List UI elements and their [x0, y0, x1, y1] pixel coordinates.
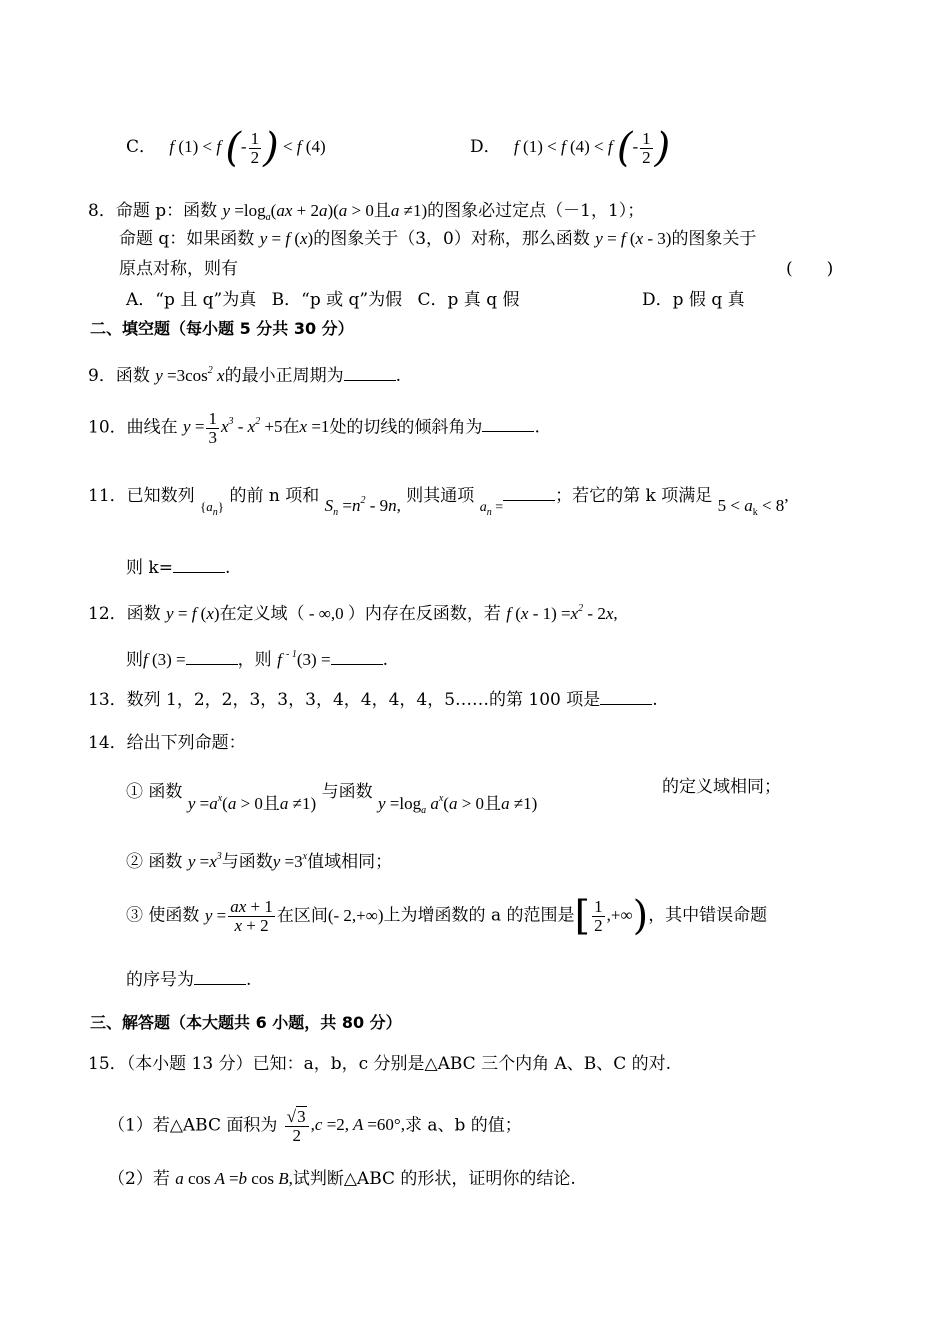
q8-line2 [119, 228, 756, 250]
q15-part1 [108, 1108, 522, 1145]
q14-item1-b: 与函数 [321, 782, 373, 802]
q14-answer-blank[interactable] [194, 968, 246, 985]
q11-condition: $5 < a_k < 8$ [717, 496, 785, 518]
q11-end: . [224, 558, 231, 578]
q14-number: 14． [88, 733, 127, 753]
q9-number: 9． [88, 366, 116, 386]
q14-item1-formula1: $y =a^x(a > 0$且a ≠1) [187, 793, 317, 813]
section-2-title: 二、填空题（每小题 5 分共 30 分） [90, 319, 354, 338]
q7-option-d-label: D． [470, 136, 501, 157]
q15-part1-formula: $\frac{√3}{2}$ ,c =2, A =60°, [286, 1107, 405, 1145]
q8-line2-b: 的图象关于（3，0）对称，那么函数 [313, 229, 590, 249]
q11-line2-text: 则 k= [126, 558, 173, 578]
q13-number: 13． [88, 690, 127, 710]
q12-end: . [382, 650, 388, 670]
q8-option-c: C．p 真 q 假 [417, 290, 520, 310]
q9-text-b: 的最小正周期为 [224, 366, 344, 386]
q9-answer-blank[interactable] [344, 364, 396, 381]
q8-line3: 原点对称，则有 [119, 259, 238, 279]
section-3-title: 三、解答题（本大题共 6 小题，共 80 分） [90, 1013, 402, 1032]
q8-line2-a: 命题 q：如果函数 [119, 229, 255, 249]
q15-part2-formula: a cos A =b cos B, [175, 1169, 293, 1188]
q8-option-d: D．p 假 q 真 [642, 290, 745, 310]
q14-item3: ③ 使函数 y = $\frac{ax + 1}{x + 2}$ 在区间(- 2,+∞)上为增函数的 a 的范围是[ $\frac{1}{2}$ ,+∞)，其中错误命题 [126, 893, 768, 939]
q15-intro-line [88, 1053, 671, 1075]
q11-text-c: 则其通项 [406, 486, 475, 506]
q7-option-d-formula: f (1) < f (4) < f (- $\frac{1}{2}$ ) [514, 125, 671, 171]
q11-answer-blank-2[interactable] [173, 556, 225, 573]
q7-option-c [126, 125, 326, 171]
q14-end: . [246, 970, 252, 990]
q8-answer-paren: ( ) [786, 259, 834, 279]
q14-item1-a: ① 函数 [126, 782, 183, 802]
q15-part1-b: 求 a、b 的值； [404, 1115, 522, 1136]
q11-answer-blank-1[interactable] [503, 484, 555, 501]
q9-formula: $y =3\cos^2$ x [155, 365, 225, 385]
q7-option-c-formula: f (1) < f (- $\frac{1}{2}$ ) < f (4) [169, 125, 326, 171]
q12-line1 [88, 598, 618, 625]
q14-item2-formula: $y =x^3$与函数$y =3^x$ [187, 851, 308, 871]
q14-item2-b: 值域相同； [307, 852, 393, 872]
q8-number: 8． [88, 201, 116, 221]
q12-answer-blank-1[interactable] [186, 648, 238, 665]
q12-text-b: 在定义域（ [219, 604, 305, 624]
q9-end: . [395, 366, 401, 386]
q11-an: an = [479, 500, 504, 518]
q14-intro-line [88, 732, 246, 754]
q13-text: 数列 1，2，2，3，3，3，4，4，4，4，5……的第 100 项是 [126, 690, 601, 710]
q14-line-last: 的序号为 [126, 970, 194, 990]
q9 [88, 360, 401, 387]
q12-number: 12． [88, 604, 127, 624]
q10-end: . [534, 417, 540, 438]
q12-line2 [126, 644, 388, 671]
q15-part2 [108, 1168, 576, 1190]
q11-text-d: ；若它的第 k 项满足 [555, 486, 713, 506]
q7-option-c-label: C． [126, 136, 157, 157]
q14-item3-b: 上为增函数的 a 的范围是 [383, 905, 575, 926]
q11-seq: {an} [200, 499, 225, 518]
q14-intro: 给出下列命题： [126, 733, 246, 753]
q15-part2-a: （2）若 [108, 1169, 170, 1189]
q8-line1-b: 的图象必过定点（－1，1）； [427, 201, 645, 221]
q13-end: . [652, 690, 658, 710]
q11-number: 11． [88, 486, 127, 506]
q10 [88, 410, 540, 447]
q10-text-b: 处的切线的倾斜角为 [329, 417, 483, 438]
q14-item1 [126, 776, 538, 816]
q14-item3-c: ，其中错误命题 [648, 905, 768, 926]
q10-answer-blank[interactable] [482, 415, 534, 432]
q11-text-b: 的前 n 项和 [229, 486, 320, 506]
q14-item2 [126, 846, 392, 873]
q14-item1-c: 的定义域相同； [662, 777, 781, 797]
q12-f3: f (3) = [143, 650, 186, 669]
q8-line1 [88, 200, 644, 229]
q14-item3-formula: y = $\frac{ax + 1}{x + 2}$ 在区间(- 2,+∞) [204, 897, 384, 936]
q9-text-a: 函数 [115, 366, 150, 386]
q14-item2-a: ② 函数 [126, 852, 183, 872]
q12-formula2: f $(x - 1) =x^2 - 2x$, [506, 603, 618, 623]
q8-option-b: B．“p 或 q”为假 [271, 290, 403, 310]
q14-last-line [126, 968, 251, 991]
q12-formula1: y = f (x) [166, 604, 220, 623]
q14-item3-a: ③ 使函数 [126, 905, 200, 926]
q15-part1-a: （1）若△ABC 面积为 [108, 1115, 278, 1136]
q8-line2-c: 的图象关于 [671, 229, 757, 249]
q11-line2 [126, 556, 230, 579]
q8-option-a: A．“p 且 q”为真 [126, 290, 257, 310]
q8-line1-a: 命题 p：函数 [115, 201, 218, 221]
q12-answer-blank-2[interactable] [331, 648, 383, 665]
q8-options [126, 289, 519, 311]
q8-formula1: $y =\log_a(ax + 2a)(a > 0$且a ≠1) [222, 201, 428, 223]
q10-number: 10． [88, 417, 127, 438]
q10-formula: y = $\frac{1}{3}$ $x^3 - x^2 +5$在x =1 [183, 409, 330, 447]
q13 [88, 688, 658, 711]
q15-part2-b: 试判断△ABC 的形状，证明你的结论. [292, 1169, 576, 1189]
q14-item1-formula2: $y =\log_a$ $a^x(a > 0$且a ≠1) [377, 793, 538, 816]
q7-option-d [470, 125, 671, 171]
q11-line1: 11．已知数列 $_{\{a_n\}}$ 的前 n 项和 $S_n =n^2 - 9n$, 则其通项 $_{a_n =}$；若它的第 k 项满足 $5 < a_k < 8$, [88, 486, 789, 518]
q10-text-a: 曲线在 [126, 417, 178, 438]
q12-text-c: ）内存在反函数，若 [347, 604, 501, 624]
q12-text-a: 函数 [126, 604, 161, 624]
q12-line2-b: ，则 [237, 650, 272, 670]
q8-formula2: y = f (x) [259, 229, 314, 248]
q15-number: 15． [88, 1054, 127, 1074]
q12-finv3: f $^{- 1}$(3) = [277, 649, 331, 669]
q15-intro: （本小题 13 分）已知：a，b，c 分别是△ABC 三个内角 A、B、C 的对. [126, 1054, 672, 1074]
q12-domain: - ∞,0 [304, 604, 348, 623]
q11-text-a: 已知数列 [126, 486, 195, 506]
q8-formula3: y = f (x - 3) [595, 229, 672, 248]
q13-answer-blank[interactable] [600, 688, 652, 705]
q14-item3-range: $\frac{1}{2}$ [594, 896, 603, 935]
q12-line2-a: 则 [126, 650, 143, 670]
q11-sum: $S_n =n^2 - 9n$, [324, 495, 401, 518]
